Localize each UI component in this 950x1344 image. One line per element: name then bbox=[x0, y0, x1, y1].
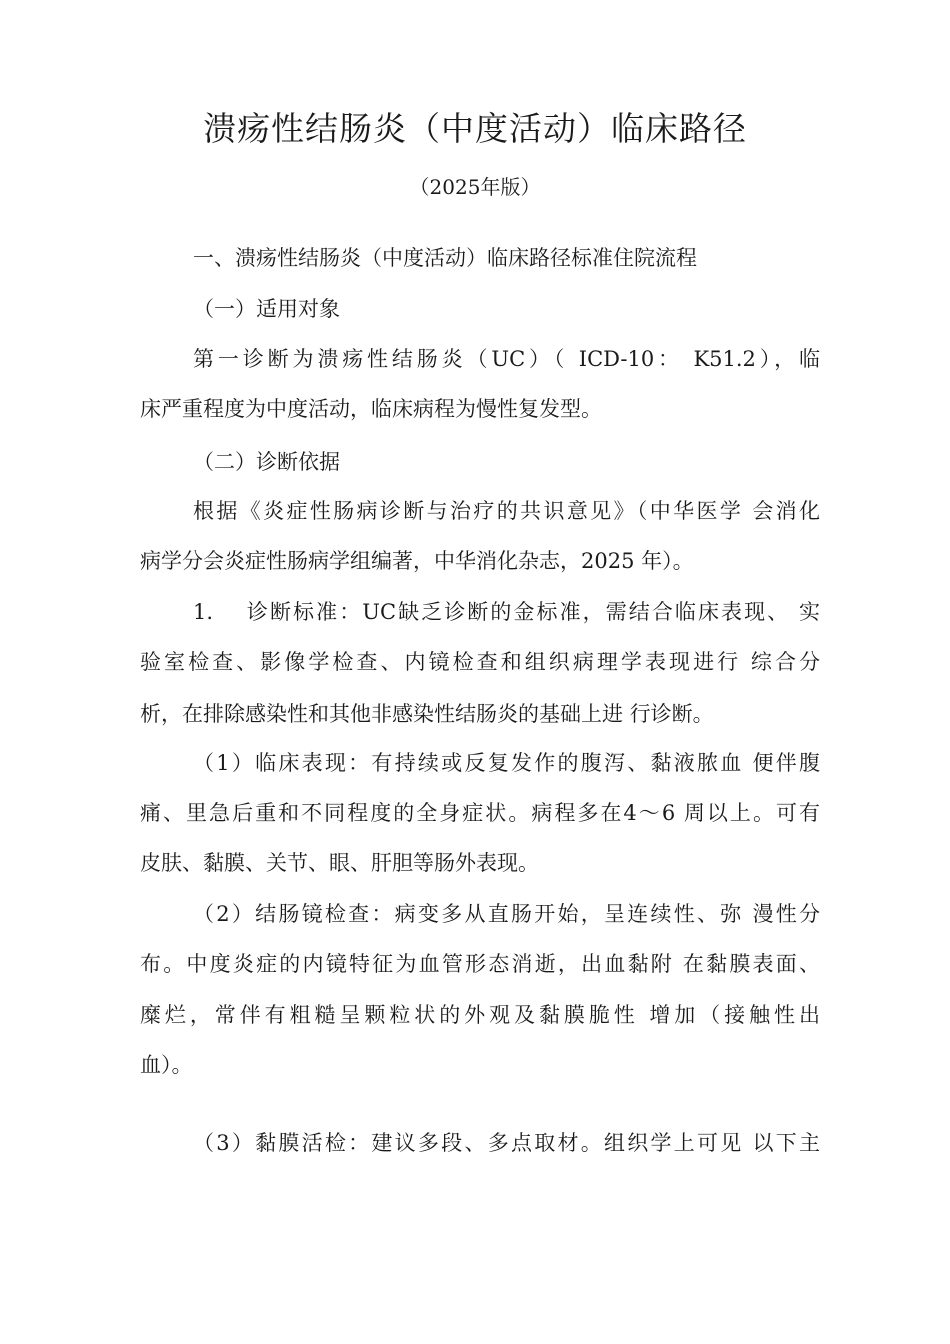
paragraph-line: 析，在排除感染性和其他非感染性结肠炎的基础上进 行诊断。 bbox=[140, 702, 714, 726]
paragraph-line: 第一诊断为溃疡性结肠炎（UC）（ ICD-10： K51.2），临 bbox=[193, 347, 820, 371]
paragraph-line: 病学分会炎症性肠病学组编著，中华消化杂志，2025 年）。 bbox=[140, 549, 694, 573]
paragraph-line: 痛、里急后重和不同程度的全身症状。病程多在4〜6 周以上。可有 bbox=[140, 801, 820, 825]
paragraph-line: 糜烂，常伴有粗糙呈颗粒状的外观及黏膜脆性 增加（接触性出 bbox=[140, 1003, 820, 1027]
subsection-heading: （一）适用对象 bbox=[193, 297, 340, 321]
paragraph-line: 皮肤、黏膜、关节、眼、肝胆等肠外表现。 bbox=[140, 851, 539, 875]
paragraph-line: （2）结肠镜检查：病变多从直肠开始，呈连续性、弥 漫性分 bbox=[193, 902, 820, 926]
section-heading: 一、溃疡性结肠炎（中度活动）临床路径标准住院流程 bbox=[193, 246, 697, 270]
paragraph-line: 血）。 bbox=[140, 1053, 193, 1077]
paragraph-line: （3）黏膜活检：建议多段、多点取材。组织学上可见 以下主 bbox=[193, 1131, 820, 1155]
subsection-heading: （二）诊断依据 bbox=[193, 450, 340, 474]
paragraph-line: （1）临床表现：有持续或反复发作的腹泻、黏液脓血 便伴腹 bbox=[193, 751, 820, 775]
paragraph-line: 布。中度炎症的内镜特征为血管形态消逝，出血黏附 在黏膜表面、 bbox=[140, 952, 820, 976]
paragraph-line: 根据《炎症性肠病诊断与治疗的共识意见》（中华医学 会消化 bbox=[193, 499, 820, 523]
paragraph-line: 床严重程度为中度活动，临床病程为慢性复发型。 bbox=[140, 397, 602, 421]
paragraph-line: 验室检查、影像学检查、内镜检查和组织病理学表现进行 综合分 bbox=[140, 650, 820, 674]
edition-label: （2025年版） bbox=[409, 175, 541, 199]
paragraph-line: 1. 诊断标准：UC缺乏诊断的金标准，需结合临床表现、 实 bbox=[193, 600, 820, 624]
document-title: 溃疡性结肠炎（中度活动）临床路径 bbox=[203, 109, 747, 148]
